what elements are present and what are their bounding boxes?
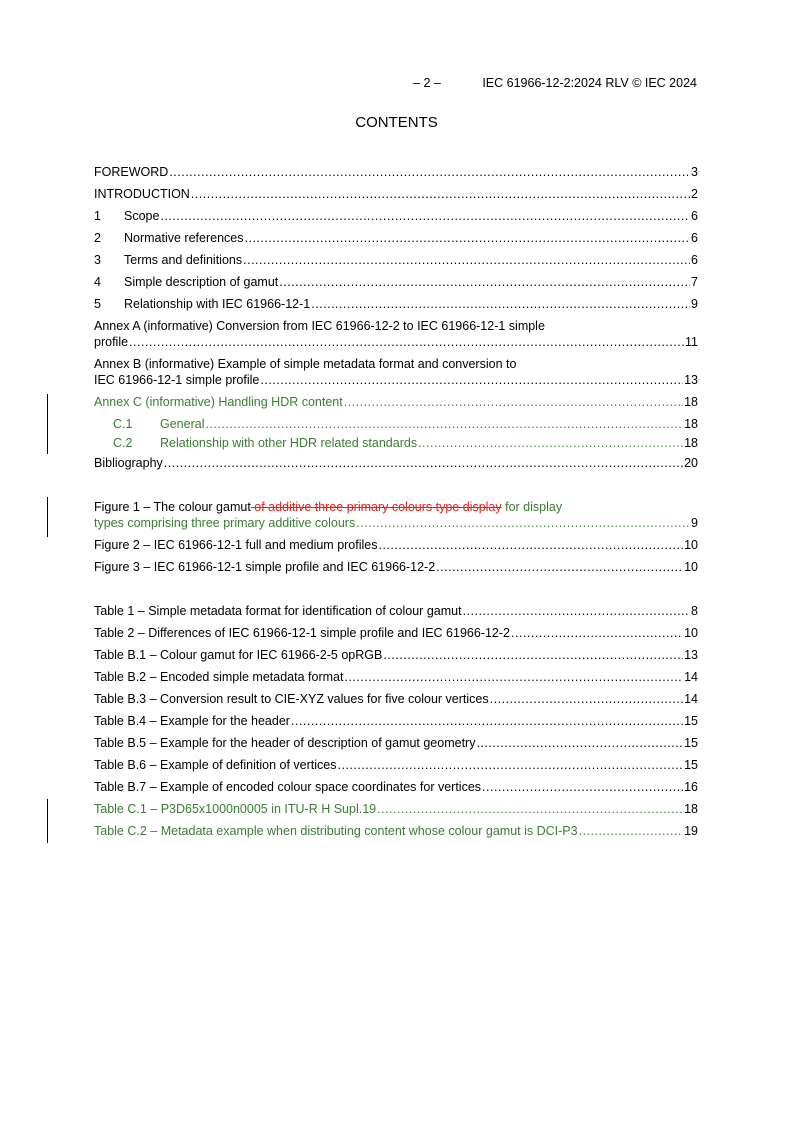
list-figure[interactable]: Figure 2 – IEC 61966-12-1 full and medium profiles ..... 10 xyxy=(94,537,698,553)
list-table[interactable]: Table 1 – Simple metadata format for identification of colour gamut ..... 8 xyxy=(94,603,698,619)
toc-annex-b[interactable]: Annex B (informative) Example of simple metadata format and conversion to IEC 61966-12-1 simple profile ..... 13 xyxy=(94,356,698,392)
list-table[interactable]: Table B.7 – Example of encoded colour space coordinates for vertices ..... 16 xyxy=(94,779,698,795)
toc-foreword[interactable]: FOREWORD ..... 3 xyxy=(94,164,698,180)
list-table[interactable]: Table B.6 – Example of definition of vertices ..... 15 xyxy=(94,757,698,773)
list-table-new[interactable]: Table C.1 – P3D65x1000n0005 in ITU-R H Supl.19 ..... 18 xyxy=(94,801,698,817)
toc-clause[interactable]: 2 Normative references ..... 6 xyxy=(94,230,698,246)
toc-introduction[interactable]: INTRODUCTION ..... 2 xyxy=(94,186,698,202)
toc-clause[interactable]: 1 Scope ..... 6 xyxy=(94,208,698,224)
page-header xyxy=(413,76,697,90)
toc-annex-c-section[interactable]: C.2 Relationship with other HDR related standards ..... 18 xyxy=(113,435,698,451)
list-table[interactable]: Table B.4 – Example for the header ..... 15 xyxy=(94,713,698,729)
list-table[interactable]: Table B.5 – Example for the header of description of gamut geometry ..... 15 xyxy=(94,735,698,751)
inserted-text: for display xyxy=(501,500,563,514)
change-bar xyxy=(47,497,48,537)
list-table[interactable]: Table 2 – Differences of IEC 61966-12-1 simple profile and IEC 61966-12-2 ..... 10 xyxy=(94,625,698,641)
toc-annex-c-section[interactable]: C.1 General ..... 18 xyxy=(113,416,698,432)
toc-annex-a[interactable]: Annex A (informative) Conversion from IEC 61966-12-2 to IEC 61966-12-1 simple profile ..... 11 xyxy=(94,318,698,354)
toc-clause[interactable]: 5 Relationship with IEC 61966-12-1 ..... 9 xyxy=(94,296,698,312)
toc-annex-c[interactable]: Annex C (informative) Handling HDR content ..... 18 xyxy=(94,394,698,410)
deleted-text: of additive three primary colours type display xyxy=(250,500,502,514)
toc-clause[interactable]: 4 Simple description of gamut ..... 7 xyxy=(94,274,698,290)
document-reference: IEC 61966-12-2:2024 RLV © IEC 2024 xyxy=(482,76,697,90)
list-figure[interactable]: Figure 3 – IEC 61966-12-1 simple profile and IEC 61966-12-2 ..... 10 xyxy=(94,559,698,575)
list-table[interactable]: Table B.3 – Conversion result to CIE-XYZ values for five colour vertices ..... 14 xyxy=(94,691,698,707)
toc-clause[interactable]: 3 Terms and definitions ..... 6 xyxy=(94,252,698,268)
toc-bibliography[interactable]: Bibliography ..... 20 xyxy=(94,455,698,471)
list-figure-1[interactable]: Figure 1 – The colour gamut of additive three primary colours type display for display types comprising three primary additive colours ..... 9 xyxy=(94,499,698,535)
contents-title: CONTENTS xyxy=(355,114,438,131)
page-number: – 2 – xyxy=(413,76,441,90)
change-bar xyxy=(47,394,48,454)
list-table[interactable]: Table B.1 – Colour gamut for IEC 61966-2-5 opRGB ..... 13 xyxy=(94,647,698,663)
list-table[interactable]: Table B.2 – Encoded simple metadata format ..... 14 xyxy=(94,669,698,685)
list-table-new[interactable]: Table C.2 – Metadata example when distributing content whose colour gamut is DCI-P3 ..... 19 xyxy=(94,823,698,839)
change-bar xyxy=(47,799,48,843)
